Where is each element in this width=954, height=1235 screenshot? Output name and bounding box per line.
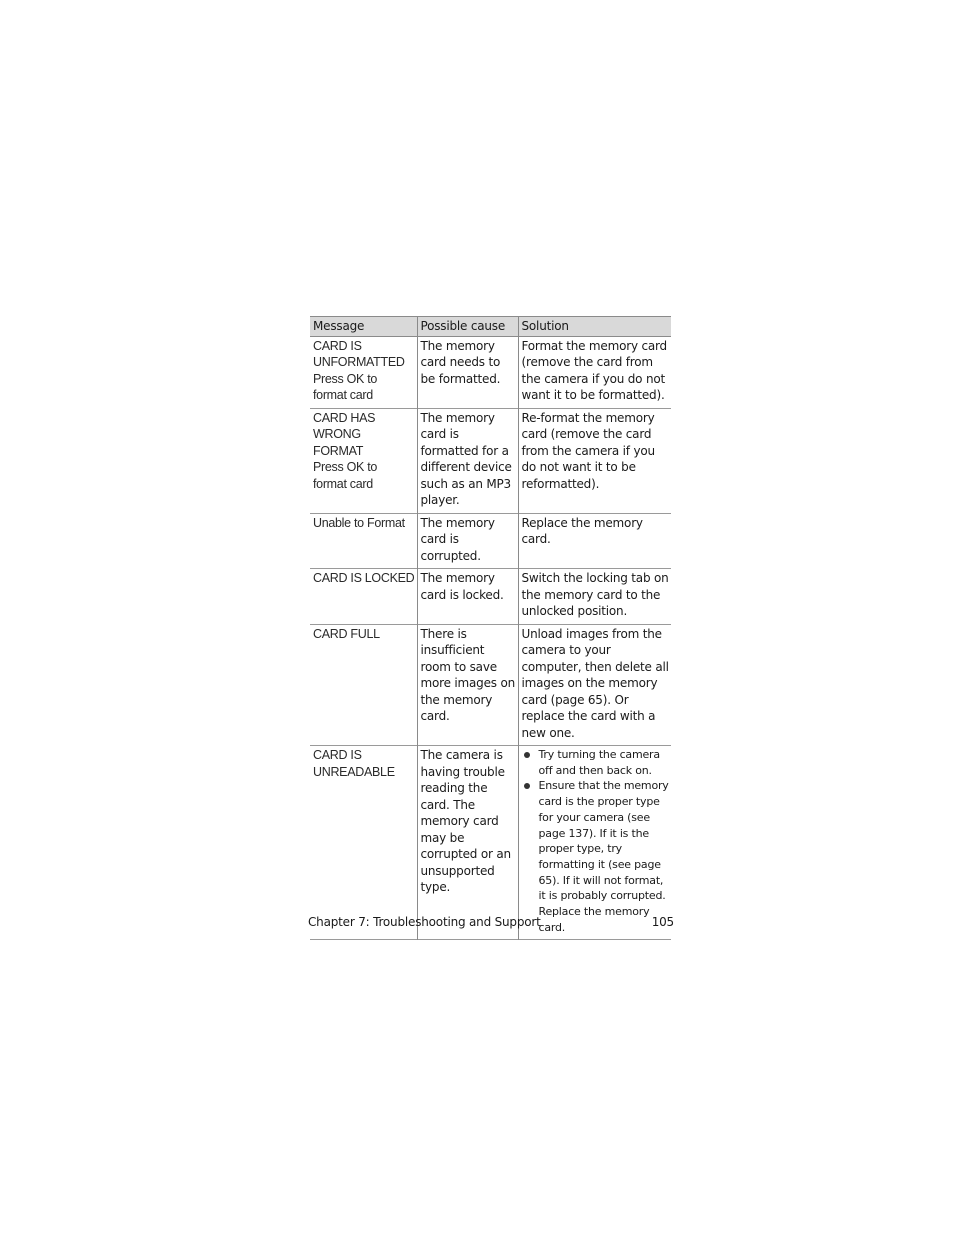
solution-cell: Format the memory card (remove the card from the camera if you do not want it to be formatted). — [518, 336, 671, 408]
message-cell — [310, 513, 417, 569]
table-header-row — [310, 317, 671, 337]
message-line: format card — [313, 388, 373, 402]
message-line: Unable to Format — [313, 515, 405, 530]
cause-cell: The memory card is formatted for a different device such as an MP3 player. — [417, 408, 518, 513]
solution-bullet-list — [522, 747, 670, 935]
solution-cell: Re-format the memory card (remove the card from the camera if you do not want it to be reformatted). — [518, 408, 671, 513]
solution-bullet: Ensure that the memory card is the proper type for your camera (see page 137). If it is the proper type, try formatting it (see page 65). If it will not format, it is probably corrupted. Replace the memory card. — [522, 778, 670, 935]
message-line: CARD IS — [313, 338, 362, 353]
message-cell — [310, 746, 417, 940]
message-cell — [310, 336, 417, 408]
message-cell — [310, 569, 417, 625]
cause-cell: The memory card needs to be formatted. — [417, 336, 518, 408]
message-line: FORMAT — [313, 443, 364, 458]
table-row — [310, 624, 671, 746]
header-solution: Solution — [518, 317, 671, 337]
cause-cell: The memory card is locked. — [417, 569, 518, 625]
message-line: format card — [313, 476, 373, 491]
message-cell — [310, 624, 417, 746]
solution-cell: Unload images from the camera to your computer, then delete all images on the memory card (page 65). Or replace the card with a new one. — [518, 624, 671, 746]
troubleshooting-table-container — [310, 316, 671, 940]
message-line: CARD IS LOCKED — [313, 571, 415, 585]
cause-cell: The memory card is corrupted. — [417, 513, 518, 569]
page-number: 105 — [651, 915, 674, 929]
table-row — [310, 746, 671, 940]
solution-cell: Switch the locking tab on the memory card to the unlocked position. — [518, 569, 671, 625]
message-cell — [310, 408, 417, 513]
table-row — [310, 408, 671, 513]
table-row — [310, 569, 671, 625]
message-line: UNFORMATTED — [313, 355, 405, 369]
message-line: WRONG — [313, 427, 361, 441]
solution-bullet: Try turning the camera off and then back on. — [522, 747, 670, 778]
message-line: Press OK to — [313, 460, 378, 474]
table-row — [310, 513, 671, 569]
message-line: Press OK to — [313, 371, 378, 386]
chapter-title: Chapter 7: Troubleshooting and Support — [308, 915, 541, 929]
table-row — [310, 336, 671, 408]
cause-cell: There is insufficient room to save more images on the memory card. — [417, 624, 518, 746]
message-line: CARD FULL — [313, 626, 380, 641]
solution-cell: Replace the memory card. — [518, 513, 671, 569]
message-line: UNREADABLE — [313, 764, 395, 779]
header-message: Message — [310, 317, 417, 337]
troubleshooting-table — [310, 316, 671, 940]
cause-cell: The camera is having trouble reading the card. The memory card may be corrupted or an unsupported type. — [417, 746, 518, 940]
solution-cell — [518, 746, 671, 940]
message-line: CARD IS — [313, 748, 362, 762]
message-line: CARD HAS — [313, 410, 376, 425]
header-possible-cause: Possible cause — [417, 317, 518, 337]
